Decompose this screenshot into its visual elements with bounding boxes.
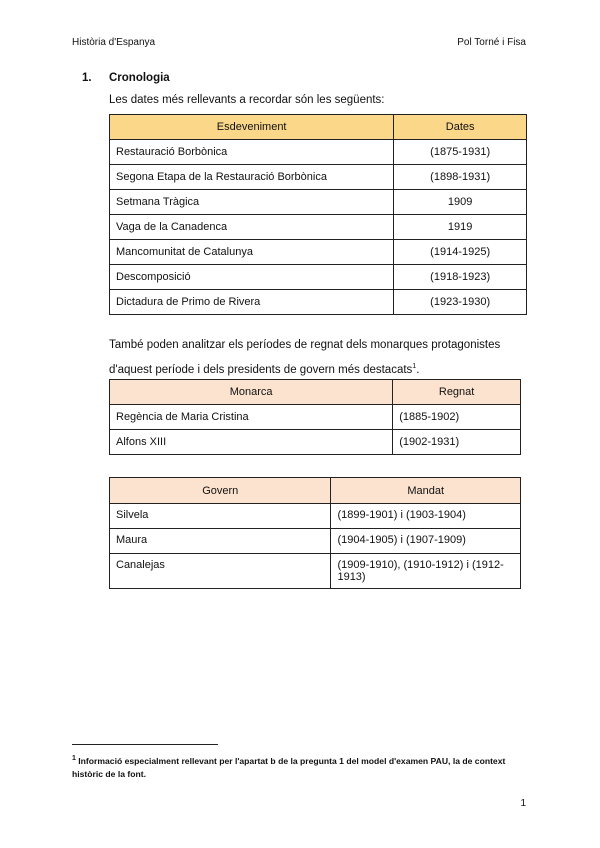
footnote-mark: 1	[72, 755, 76, 762]
table-row	[110, 504, 521, 529]
event-dates: (1918-1923)	[394, 265, 527, 290]
event-name: Segona Etapa de la Restauració Borbònica	[110, 165, 394, 190]
table-row	[110, 265, 527, 290]
table-row	[110, 165, 527, 190]
govern-mandate: (1909-1910), (1910-1912) i (1912-1913)	[331, 554, 521, 589]
govern-name: Canalejas	[110, 554, 331, 589]
table-row	[110, 140, 527, 165]
table-row	[110, 240, 527, 265]
event-name: Setmana Tràgica	[110, 190, 394, 215]
monarch-reign: (1902-1931)	[393, 430, 521, 455]
govern-mandate: (1904-1905) i (1907-1909)	[331, 529, 521, 554]
event-dates: (1923-1930)	[394, 290, 527, 315]
govern-name: Silvela	[110, 504, 331, 529]
govern-name: Maura	[110, 529, 331, 554]
footnote-ref: 1	[412, 363, 417, 370]
event-name: Vaga de la Canadenca	[110, 215, 394, 240]
event-name: Mancomunitat de Catalunya	[110, 240, 394, 265]
table-row	[110, 529, 521, 554]
event-name: Dictadura de Primo de Rivera	[110, 290, 394, 315]
govern-mandate: (1899-1901) i (1903-1904)	[331, 504, 521, 529]
paragraph	[109, 334, 539, 381]
header-right: Pol Torné i Fisa	[457, 37, 526, 48]
section-number: 1.	[82, 72, 92, 84]
table-header: Esdeveniment	[110, 115, 394, 140]
event-name: Restauració Borbònica	[110, 140, 394, 165]
table-row	[110, 405, 521, 430]
monarch-name: Regència de Maria Cristina	[110, 405, 393, 430]
table-row	[110, 190, 527, 215]
footnote-divider	[72, 744, 218, 745]
table-header: Govern	[110, 478, 331, 504]
table-row	[110, 554, 521, 589]
event-name: Descomposició	[110, 265, 394, 290]
events-table	[109, 114, 527, 315]
govern-table	[109, 477, 521, 589]
monarch-name: Alfons XIII	[110, 430, 393, 455]
event-dates: 1909	[394, 190, 527, 215]
monarch-reign: (1885-1902)	[393, 405, 521, 430]
paragraph-text: També poden analitzar els períodes de regnat dels monarques protagonistes d'aquest període i dels presidents de govern més destacats	[109, 339, 501, 376]
table-header: Dates	[394, 115, 527, 140]
table-header: Regnat	[393, 380, 521, 405]
monarchs-table	[109, 379, 521, 455]
footnote	[72, 752, 522, 781]
event-dates: (1875-1931)	[394, 140, 527, 165]
footnote-text: Informació especialment rellevant per l'apartat b de la pregunta 1 del model d'examen PAU, la de context històric de la font.	[72, 755, 506, 779]
event-dates: (1914-1925)	[394, 240, 527, 265]
paragraph-end: .	[416, 363, 420, 376]
table-header: Mandat	[331, 478, 521, 504]
header-left: Història d'Espanya	[72, 37, 156, 48]
event-dates: (1898-1931)	[394, 165, 527, 190]
table-row	[110, 430, 521, 455]
table-header: Monarca	[110, 380, 393, 405]
table-row	[110, 215, 527, 240]
page-number: 1	[520, 798, 526, 809]
section-intro: Les dates més rellevants a recordar són les següents:	[109, 94, 385, 106]
table-row	[110, 290, 527, 315]
section-title: Cronologia	[109, 72, 170, 84]
event-dates: 1919	[394, 215, 527, 240]
